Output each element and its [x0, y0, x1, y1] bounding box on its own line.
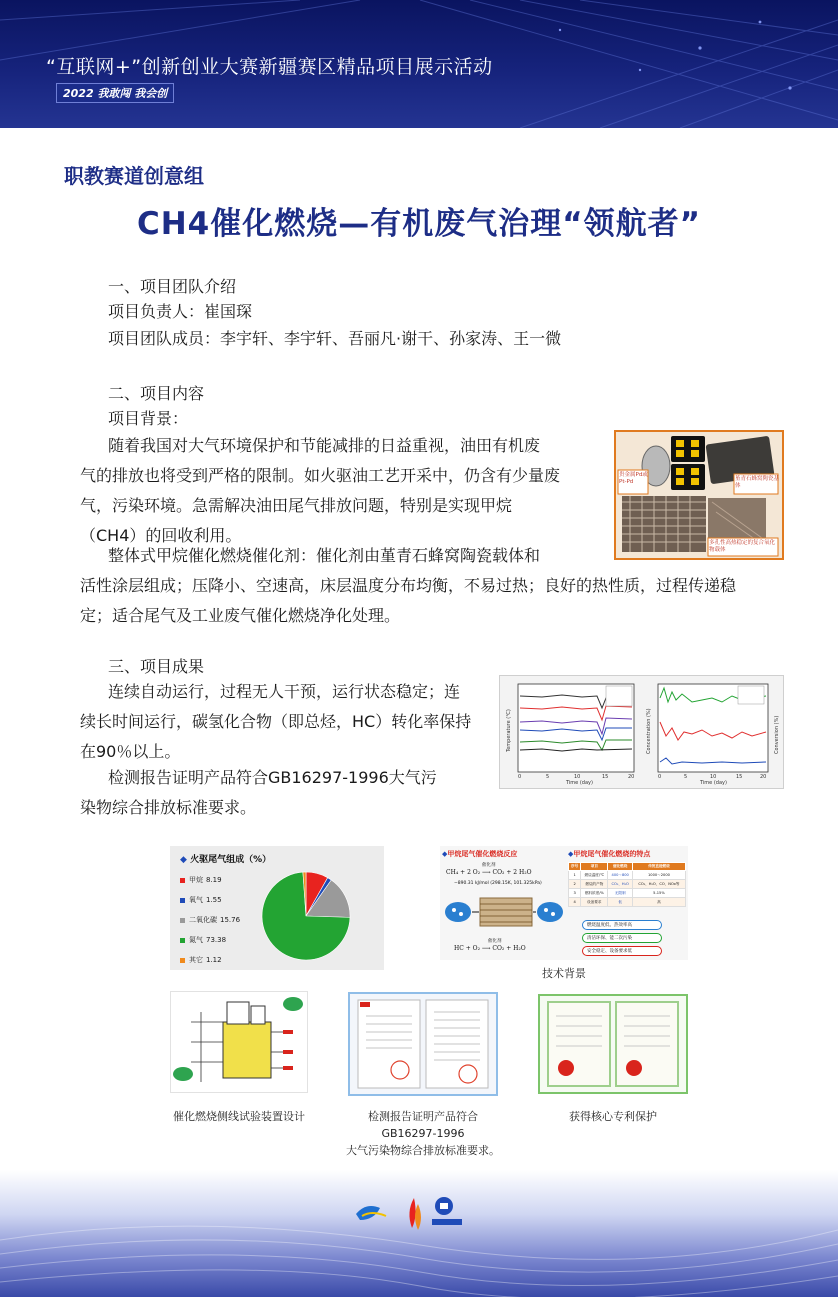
legend-value: 73.38	[206, 936, 227, 944]
tech-left-title	[442, 849, 517, 859]
pie-legend-item	[180, 890, 240, 910]
gallery-caption-report	[330, 1108, 516, 1159]
photo-label-precious-metal: 贵金属Pd或Pt-Pd	[619, 472, 648, 485]
table-cell: 燃烧温度/℃	[581, 871, 608, 880]
legend-label: 氧气	[189, 896, 203, 904]
test-report-photo	[348, 992, 498, 1096]
legend-label: 其它	[189, 956, 203, 964]
svg-text:15: 15	[736, 774, 743, 780]
reactor-diagram	[442, 890, 564, 936]
svg-text:0: 0	[658, 774, 662, 780]
pie-legend-item	[180, 910, 240, 930]
operation-charts	[499, 675, 784, 789]
table-cell: 高	[632, 898, 685, 907]
pie-legend	[180, 870, 240, 970]
svg-text:5: 5	[546, 774, 550, 780]
weave-texture	[622, 496, 706, 552]
flame-logo-icon	[409, 1198, 421, 1230]
header-banner	[0, 0, 838, 128]
background-paragraph	[80, 431, 560, 551]
svg-text:15: 15	[602, 774, 609, 780]
pie-title-text: 火驱尾气组成（%）	[190, 855, 272, 865]
table-cell: 2	[569, 880, 581, 889]
svg-text:20: 20	[760, 774, 767, 780]
table-row	[569, 898, 686, 907]
patent-photo	[538, 994, 688, 1094]
legend-swatch	[180, 878, 185, 883]
table-cell: 低	[608, 898, 632, 907]
table-header-cell: 序号	[569, 863, 581, 871]
temp-chart-ylabel: Temperature (℃)	[506, 709, 512, 752]
table-cell: 5-15%	[632, 889, 685, 898]
catalyst-photo	[614, 430, 784, 560]
paragraph-line: 整体式甲烷催化燃烧催化剂：催化剂由堇青石蜂窝陶瓷载体和	[108, 546, 541, 565]
equation-hydrocarbon: HC + O₂ ⟶ CO₂ + H₂O	[454, 945, 526, 952]
table-cell: 400～800	[608, 871, 632, 880]
svg-text:5: 5	[684, 774, 688, 780]
legend-value: 1.12	[206, 956, 222, 964]
test-report-documents	[350, 994, 496, 1094]
table-cell: 设备要求	[581, 898, 608, 907]
pie-chart	[256, 868, 356, 964]
pie-chart-panel	[170, 846, 384, 970]
pie-legend-item	[180, 870, 240, 890]
conc-chart-legend	[738, 686, 764, 704]
paragraph-line: 定；适合尾气及工业废气催化燃烧净化处理。	[80, 606, 401, 625]
table-cell: 1	[569, 871, 581, 880]
feature-pill: 清洁环保、能二次污染	[582, 933, 662, 943]
banner-title: “互联网+”创新创业大赛新疆赛区精品项目展示活动	[46, 56, 493, 78]
paragraph-line: 染物综合排放标准要求。	[80, 798, 257, 817]
caption-line: GB16297-1996	[381, 1127, 465, 1140]
test-device-diagram	[171, 992, 307, 1092]
legend-value: 15.76	[220, 916, 241, 924]
banner-slogan: 2022 我敢闯 我会创	[56, 83, 174, 103]
table-header-cell: 项目	[581, 863, 608, 871]
background-label: 项目背景：	[108, 409, 189, 428]
table-cell: 燃烧的产物	[581, 880, 608, 889]
temperature-chart	[502, 678, 638, 786]
paragraph-line: 随着我国对大气环境保护和节能减排的日益重视，油田有机废	[108, 436, 541, 455]
paragraph-line: 连续自动运行，过程无人干预，运行状态稳定；连	[108, 682, 461, 701]
table-cell: 无限制	[608, 889, 632, 898]
table-row	[569, 889, 686, 898]
logo-images	[352, 1194, 492, 1234]
paragraph-line: 在90％以上。	[80, 742, 181, 761]
table-cell: CO₂、H₂O、CO、NOx等	[632, 880, 685, 889]
equation-enthalpy: −890.31 kJ/mol (298.15K, 101.325kPa)	[454, 881, 542, 886]
table-cell: 4	[569, 898, 581, 907]
pie-legend-item	[180, 950, 240, 970]
legend-value: 1.55	[206, 896, 222, 904]
legend-swatch	[180, 958, 185, 963]
paragraph-line: 活性涂层组成；压降小、空速高，床层温度分布均衡，不易过热；良好的热性质，过程传递稳	[80, 576, 737, 595]
legend-value: 8.19	[206, 876, 222, 884]
temp-chart-legend	[606, 686, 632, 706]
concentration-chart	[642, 678, 782, 786]
photo-label-cordierite: 堇青石蜂窝陶瓷基体	[735, 476, 780, 489]
caption-line: 大气污染物综合排放标准要求。	[346, 1144, 500, 1157]
section1-heading: 一、项目团队介绍	[108, 277, 237, 296]
tech-background-panel	[440, 846, 688, 960]
pie-chart-title	[180, 852, 271, 865]
section2-heading: 二、项目内容	[108, 384, 205, 403]
tech-caption: 技术背景	[542, 967, 586, 980]
paragraph-line: 续长时间运行，碳氢化合物（即总烃，HC）转化率保持	[80, 712, 472, 731]
feature-pill: 燃烧温度低、热效率高	[582, 920, 662, 930]
paragraph-line: 检测报告证明产品符合GB16297-1996大气污	[108, 768, 437, 787]
patent-certificates	[540, 996, 686, 1092]
table-cell: 3	[569, 889, 581, 898]
track-label: 职教赛道创意组	[64, 164, 204, 188]
tech-right-title-text: 甲烷尾气催化燃烧的特点	[573, 850, 651, 858]
project-leader: 项目负责人：崔国琛	[108, 302, 253, 321]
svg-text:10: 10	[710, 774, 717, 780]
paragraph-line: （CH4）的回收利用。	[80, 526, 242, 545]
comparison-table	[568, 862, 686, 907]
conc-chart-xlabel: Time (day)	[700, 780, 727, 786]
test-device-photo	[170, 991, 308, 1093]
legend-label: 二氧化碳	[189, 916, 217, 924]
caption-line: 获得核心专利保护	[569, 1110, 657, 1123]
feature-pills	[582, 920, 662, 959]
conc-chart-ylabel: Concentration (%)	[646, 708, 652, 754]
legend-label: 甲烷	[189, 876, 203, 884]
gallery-caption-device	[150, 1108, 328, 1124]
paragraph-line: 气，污染环境。急需解决油田尾气排放问题，特别是实现甲烷	[80, 496, 513, 515]
table-cell: CO₂、H₂O	[608, 880, 632, 889]
legend-swatch	[180, 938, 185, 943]
tech-right-title	[568, 849, 650, 859]
photo-label-oxide-carrier: 多孔性高热稳定的复合氧化物载体	[709, 540, 776, 553]
team-members: 项目团队成员：李宇轩、李宇轩、吾丽凡·谢干、孙家涛、王一微	[108, 329, 562, 348]
section3-heading: 三、项目成果	[108, 657, 205, 676]
legend-swatch	[180, 918, 185, 923]
report-paragraph	[80, 763, 437, 823]
ccb-logo-icon	[432, 1197, 462, 1225]
legend-label: 氮气	[189, 936, 203, 944]
conc-chart-ylabel2: Conversion (%)	[774, 715, 780, 754]
caption-line: 检测报告证明产品符合	[368, 1110, 478, 1123]
diamond-icon: ◆	[442, 850, 448, 858]
tech-left-title-text: 甲烷尾气催化燃烧反应	[447, 850, 518, 858]
table-cell: 1000～2000	[632, 871, 685, 880]
svg-text:10: 10	[574, 774, 581, 780]
competition-logo-icon	[356, 1206, 386, 1220]
table-header-cell: 传统直接燃烧	[632, 863, 685, 871]
table-row	[569, 871, 686, 880]
pie-legend-item	[180, 930, 240, 950]
gallery-caption-patent	[520, 1108, 706, 1124]
table-header-row	[569, 863, 686, 871]
diamond-icon: ◆	[180, 855, 191, 865]
table-cell: 燃料浓度/%	[581, 889, 608, 898]
results-paragraph	[80, 677, 471, 767]
diamond-icon: ◆	[568, 850, 574, 858]
eq1-catalyst-label: 催化剂	[482, 863, 496, 868]
table-header-cell: 催化燃烧	[608, 863, 632, 871]
svg-text:0: 0	[518, 774, 522, 780]
table-row	[569, 880, 686, 889]
page-title: CH4催化燃烧—有机废气治理“领航者”	[136, 206, 701, 242]
eq2-catalyst-label: 催化剂	[488, 939, 502, 944]
footer-banner	[0, 1170, 838, 1297]
legend-swatch	[180, 898, 185, 903]
paragraph-line: 气的排放也将受到严格的限制。如火驱油工艺开采中，仍含有少量废	[80, 466, 561, 485]
sponsor-logos	[352, 1194, 492, 1234]
caption-line: 催化燃烧侧线试验装置设计	[173, 1110, 305, 1123]
svg-text:20: 20	[628, 774, 635, 780]
equation-methane: CH₄ + 2 O₂ ⟶ CO₂ + 2 H₂O	[446, 869, 532, 876]
temp-chart-xlabel: Time (day)	[566, 780, 593, 786]
feature-pill: 安全稳定、设备要求低	[582, 946, 662, 956]
